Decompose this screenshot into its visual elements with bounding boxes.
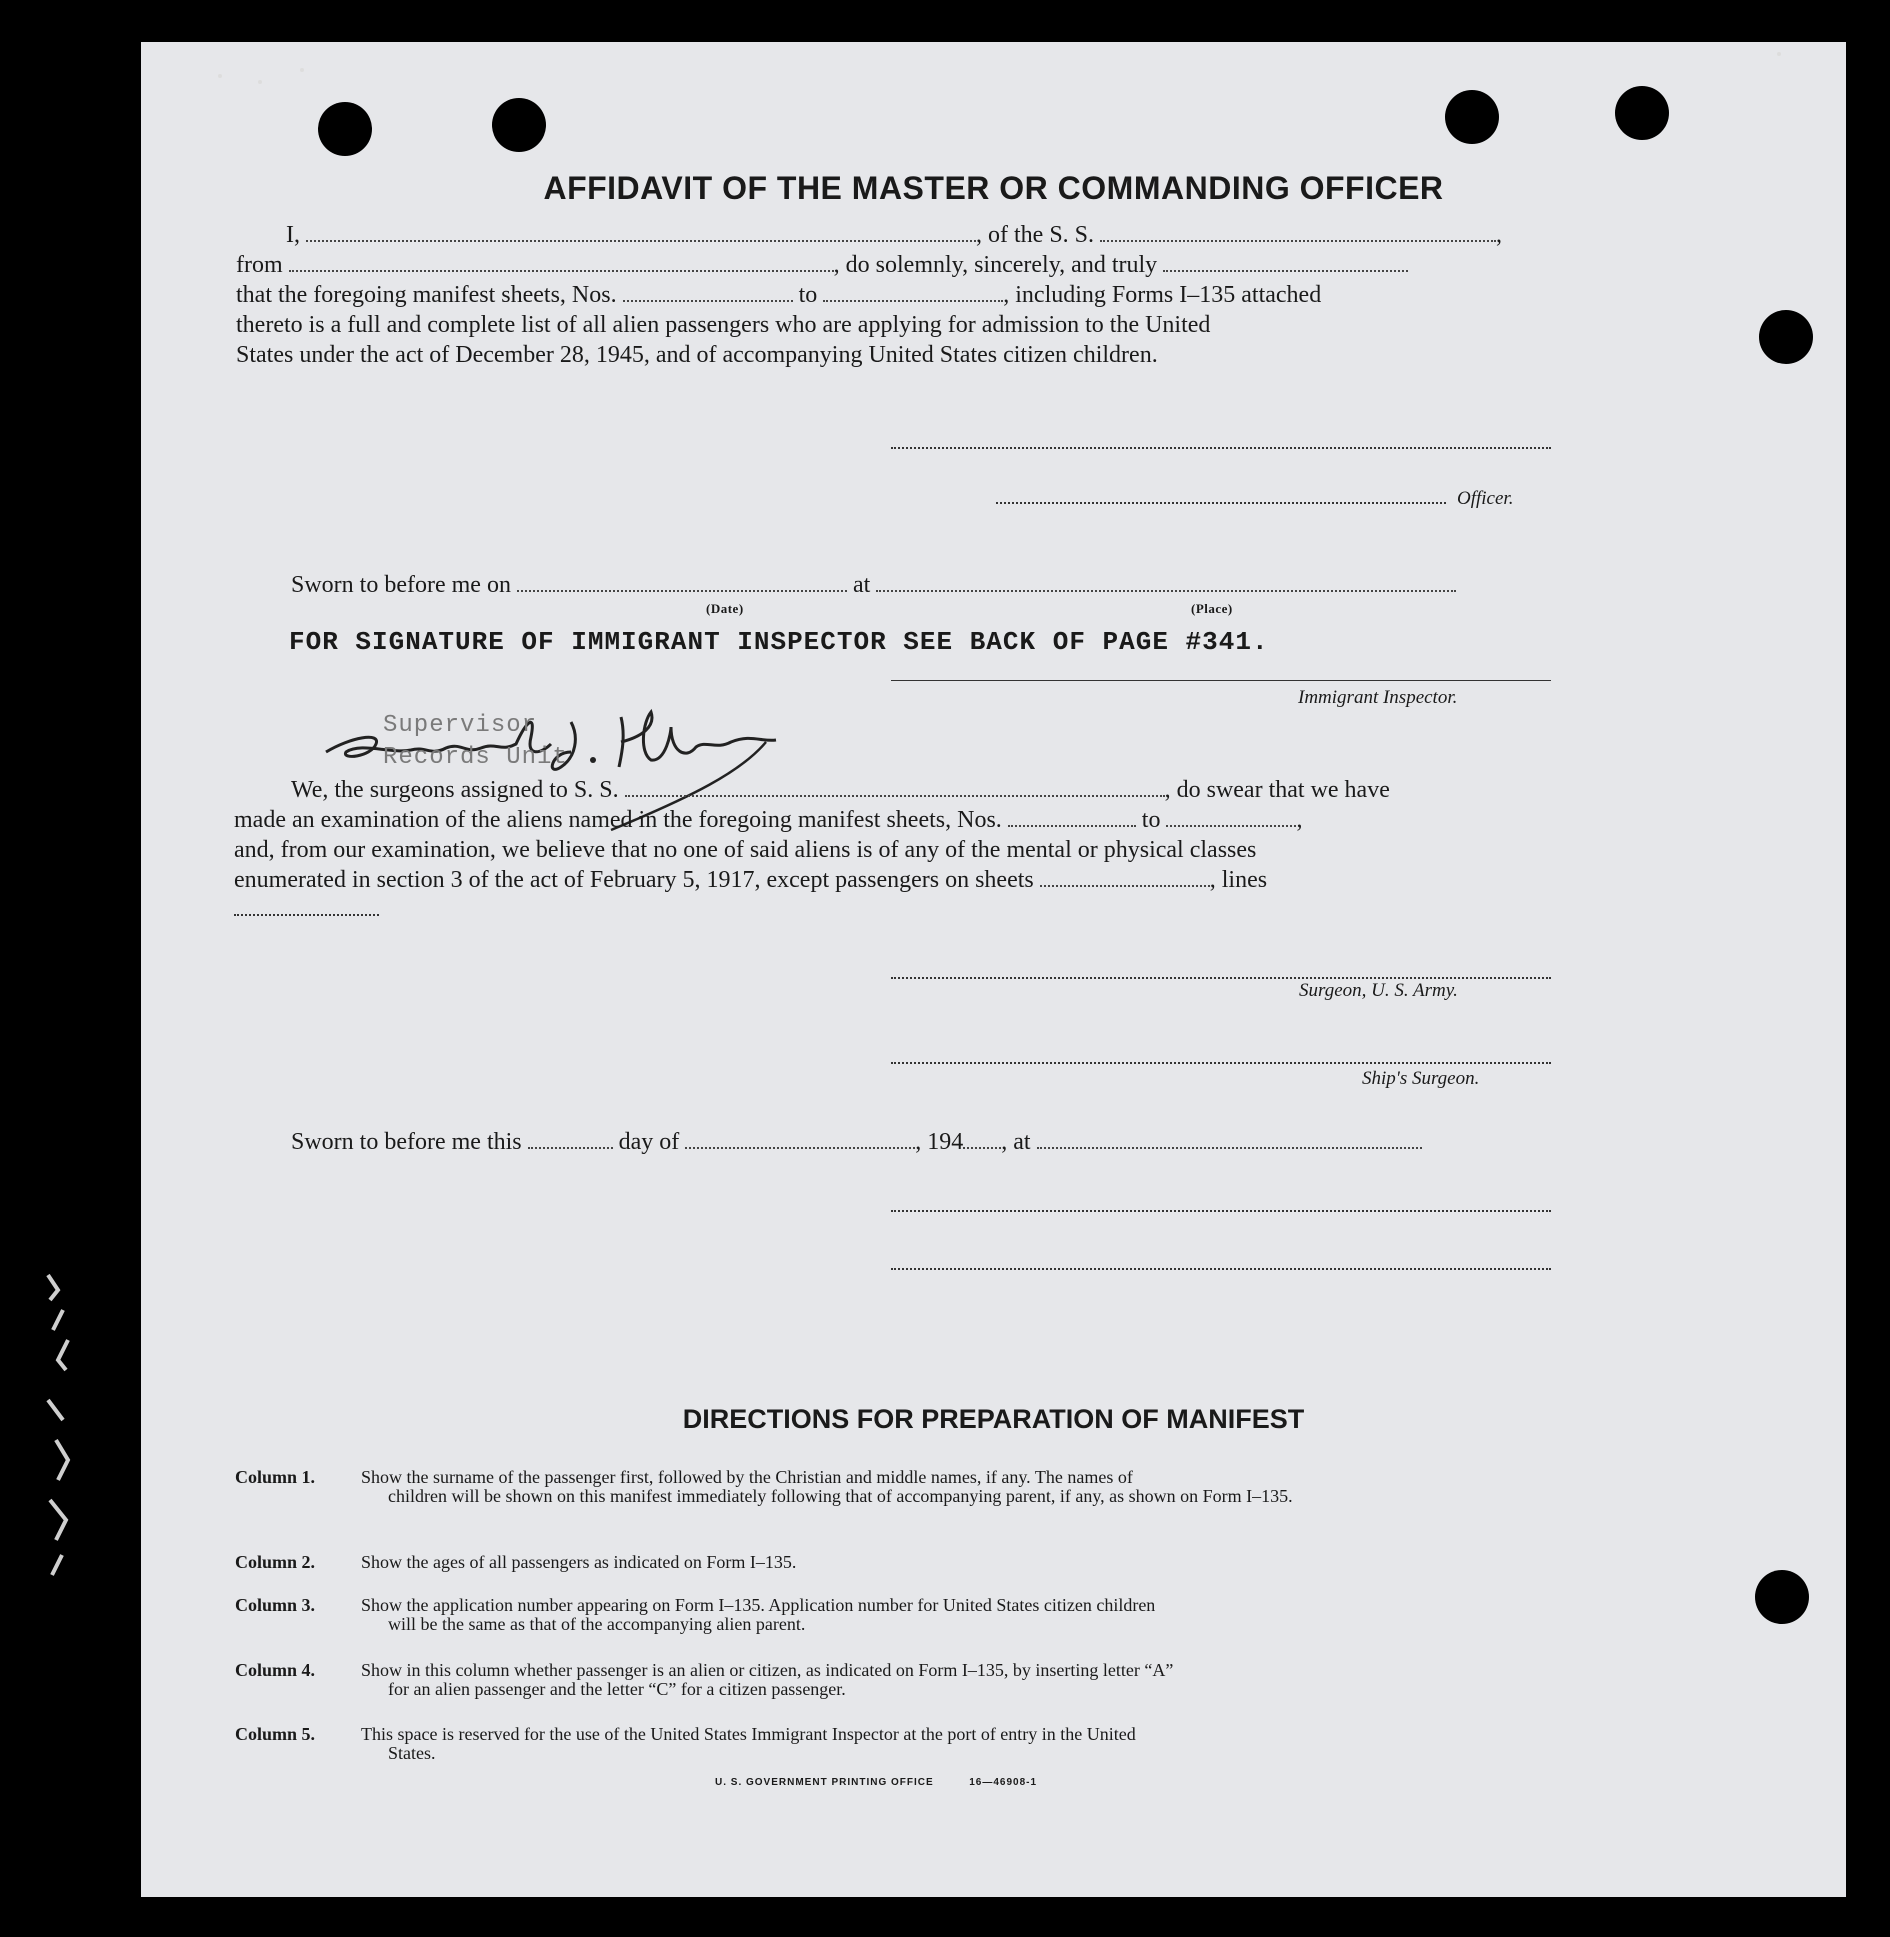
document-page bbox=[141, 42, 1846, 1897]
direction-text: for an alien passenger and the letter “C” for a citizen passenger. bbox=[388, 1679, 846, 1699]
affidavit-line-5: States under the act of December 28, 1945, and of accompanying United States citizen children. bbox=[236, 342, 1158, 368]
inspector-signature-line bbox=[891, 680, 1551, 681]
surgeons-line-3: and, from our examination, we believe that no one of said aliens is of any of the mental or physical classes bbox=[234, 837, 1257, 863]
sworn-text: , 194 bbox=[915, 1129, 964, 1155]
ship-surgeon-signature-line bbox=[891, 1062, 1551, 1064]
scan-speck bbox=[1777, 52, 1781, 56]
year-blank bbox=[963, 1146, 1001, 1149]
stamp-supervisor: Supervisor bbox=[383, 712, 538, 739]
ship-blank bbox=[1100, 239, 1496, 242]
sworn-text: , at bbox=[1001, 1129, 1031, 1155]
lines-blank bbox=[234, 914, 379, 916]
direction-text: Show the ages of all passengers as indicated on Form I–135. bbox=[361, 1552, 797, 1572]
column-2-label: Column 2. bbox=[235, 1552, 316, 1572]
name-blank bbox=[306, 239, 976, 242]
form-code: 16—46908-1 bbox=[969, 1777, 1038, 1788]
punch-hole bbox=[318, 102, 372, 156]
sworn-text: at bbox=[852, 572, 871, 598]
affidavit-text: I, bbox=[286, 222, 300, 248]
direction-text: children will be shown on this manifest immediately following that of accompanying parent, if any, as shown on Form I–135. bbox=[388, 1486, 1293, 1506]
inspector-label: Immigrant Inspector. bbox=[1298, 687, 1458, 708]
army-surgeon-signature-line bbox=[891, 977, 1551, 979]
surgeon-sheet-from-blank bbox=[1008, 824, 1136, 827]
surgeons-text: , do swear that we have bbox=[1164, 777, 1390, 803]
direction-text: States. bbox=[388, 1743, 436, 1763]
surgeons-text: We, the surgeons assigned to S. S. bbox=[291, 777, 619, 803]
surgeons-text: , bbox=[1296, 807, 1303, 833]
place-caption: (Place) bbox=[1191, 601, 1233, 616]
signature-line bbox=[891, 447, 1551, 449]
signature-line bbox=[891, 1210, 1551, 1212]
day-blank bbox=[528, 1146, 613, 1149]
surgeons-text: to bbox=[1141, 807, 1161, 833]
surgeons-line-4 bbox=[234, 867, 1267, 894]
surgeon-sheet-to-blank bbox=[1166, 824, 1296, 827]
column-3-text bbox=[361, 1596, 1554, 1634]
surgeons-text: , lines bbox=[1209, 867, 1268, 893]
affidavit-text: , of the S. S. bbox=[976, 222, 1095, 248]
from-blank bbox=[289, 269, 834, 272]
directions-title: DIRECTIONS FOR PREPARATION OF MANIFEST bbox=[682, 1404, 1305, 1434]
column-2-text bbox=[361, 1553, 1554, 1572]
affidavit-text: , including Forms I–135 attached bbox=[1003, 282, 1322, 308]
direction-text: Show in this column whether passenger is an alien or citizen, as indicated on Form I–135, by inserting letter “A” bbox=[361, 1660, 1174, 1680]
column-1-text bbox=[361, 1468, 1554, 1506]
punch-hole bbox=[1615, 86, 1669, 140]
column-4-label: Column 4. bbox=[235, 1660, 316, 1680]
punch-hole bbox=[1755, 1570, 1809, 1624]
army-surgeon-label: Surgeon, U. S. Army. bbox=[1299, 980, 1458, 1001]
printer-name: U. S. GOVERNMENT PRINTING OFFICE bbox=[715, 1777, 934, 1788]
sworn-line-2 bbox=[291, 1129, 1422, 1156]
direction-text: will be the same as that of the accompanying alien parent. bbox=[388, 1614, 806, 1634]
date-caption: (Date) bbox=[706, 601, 744, 616]
direction-text: Show the application number appearing on Form I–135. Application number for United States citizen children bbox=[361, 1595, 1156, 1615]
surgeon-ship-blank bbox=[625, 794, 1165, 797]
column-5-text bbox=[361, 1725, 1554, 1763]
form-title: AFFIDAVIT OF THE MASTER OR COMMANDING OFFICER bbox=[543, 170, 1444, 206]
place-blank bbox=[876, 589, 1456, 592]
column-3-label: Column 3. bbox=[235, 1595, 316, 1615]
ship-surgeon-label: Ship's Surgeon. bbox=[1362, 1068, 1480, 1089]
affidavit-text: to bbox=[798, 282, 818, 308]
except-sheets-blank bbox=[1040, 884, 1210, 887]
surgeons-line-1 bbox=[291, 777, 1390, 804]
affidavit-line-3 bbox=[236, 282, 1321, 309]
sworn-line-1 bbox=[291, 572, 1456, 599]
officer-label: Officer. bbox=[1457, 488, 1514, 509]
affidavit-text: that the foregoing manifest sheets, Nos. bbox=[236, 282, 617, 308]
column-5-label: Column 5. bbox=[235, 1724, 316, 1744]
affidavit-line-4: thereto is a full and complete list of all alien passengers who are applying for admission to the United bbox=[236, 312, 1211, 338]
affidavit-text: , bbox=[1496, 222, 1503, 248]
affidavit-text: , do solemnly, sincerely, and truly bbox=[833, 252, 1158, 278]
affidavit-line-2 bbox=[236, 252, 1408, 279]
surgeons-line-2 bbox=[234, 807, 1302, 834]
signature-line bbox=[891, 1268, 1551, 1270]
month-blank bbox=[685, 1146, 915, 1149]
sheet-to-blank bbox=[823, 299, 1003, 302]
direction-text: This space is reserved for the use of the United States Immigrant Inspector at the port of entry in the United bbox=[361, 1724, 1136, 1744]
printer-footer bbox=[715, 1777, 1037, 1788]
scan-edge-marks bbox=[38, 1270, 88, 1590]
column-1-label: Column 1. bbox=[235, 1467, 316, 1487]
scan-speck bbox=[258, 80, 262, 84]
at-place-blank bbox=[1037, 1146, 1422, 1149]
officer-signature-line bbox=[996, 502, 1446, 504]
direction-text: Show the surname of the passenger first, followed by the Christian and middle names, if any. The names of bbox=[361, 1467, 1133, 1487]
stamp-records-unit: Records Unit bbox=[383, 744, 568, 771]
sworn-text: Sworn to before me on bbox=[291, 572, 511, 598]
scan-speck bbox=[300, 68, 304, 72]
sheet-from-blank bbox=[623, 299, 793, 302]
scan-speck bbox=[218, 74, 222, 78]
sworn-text: day of bbox=[618, 1129, 680, 1155]
punch-hole bbox=[1759, 310, 1813, 364]
typed-note: FOR SIGNATURE OF IMMIGRANT INSPECTOR SEE BACK OF PAGE #341. bbox=[289, 627, 1269, 657]
affidavit-line-1 bbox=[286, 222, 1502, 249]
column-4-text bbox=[361, 1661, 1554, 1699]
date-blank bbox=[517, 589, 847, 592]
affidavit-text: from bbox=[236, 252, 283, 278]
surgeons-text: enumerated in section 3 of the act of February 5, 1917, except passengers on sheets bbox=[234, 867, 1034, 893]
punch-hole bbox=[492, 98, 546, 152]
punch-hole bbox=[1445, 90, 1499, 144]
truly-blank bbox=[1163, 269, 1408, 272]
surgeons-text: made an examination of the aliens named in the foregoing manifest sheets, Nos. bbox=[234, 807, 1002, 833]
sworn-text: Sworn to before me this bbox=[291, 1129, 522, 1155]
